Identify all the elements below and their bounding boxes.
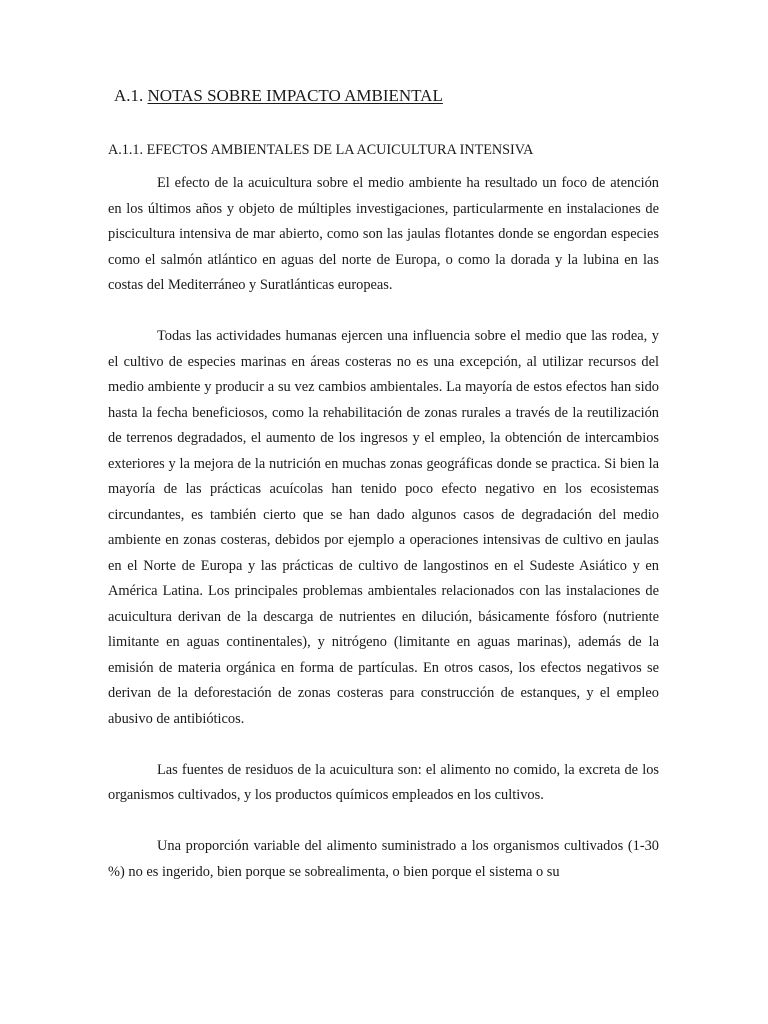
subsection-heading: A.1.1. EFECTOS AMBIENTALES DE LA ACUICULTURA INTENSIVA (108, 142, 534, 158)
paragraph-2: Todas las actividades humanas ejercen una influencia sobre el medio que las rodea, y el cultivo de especies marinas en áreas costeras no es una excepción, al utilizar recursos del medio ambiente y producir a su vez cambios ambientales. La mayoría de estos efectos han sido hasta la fecha beneficiosos, como la rehabilitación de zonas rurales a través de la reutilización de terrenos degradados, el aumento de los ingresos y el empleo, la obtención de intercambios exteriores y la mejora de la nutrición en muchas zonas geográficas donde se practica. Si bien la mayoría de las prácticas acuícolas han tenido poco efecto negativo en los ecosistemas circundantes, es también cierto que se han dado algunos casos de degradación del medio ambiente en zonas costeras, debidos por ejemplo a operaciones intensivas de cultivo en jaulas en el Norte de Europa y las prácticas de cultivo de langostinos en el Sudeste Asiático y en América Latina. Los principales problemas ambientales relacionados con las instalaciones de acuicultura derivan de la descarga de nutrientes en dilución, básicamente fósforo (nutriente limitante en aguas continentales), y nitrógeno (limitante en aguas marinas), además de la emisión de materia orgánica en forma de partículas. En otros casos, los efectos negativos se derivan de la deforestación de zonas costeras para construcción de estanques, y el empleo abusivo de antibióticos. (108, 328, 659, 727)
section-heading (114, 86, 443, 106)
body-text (108, 171, 659, 885)
section-number: A.1. (114, 86, 144, 105)
section-title: NOTAS SOBRE IMPACTO AMBIENTAL (147, 86, 443, 105)
paragraph-3: Las fuentes de residuos de la acuicultura son: el alimento no comido, la excreta de los organismos cultivados, y los productos químicos empleados en los cultivos. (108, 761, 659, 803)
paragraph-1: El efecto de la acuicultura sobre el medio ambiente ha resultado un foco de atención en los últimos años y objeto de múltiples investigaciones, particularmente en instalaciones de piscicultura intensiva de mar abierto, como son las jaulas flotantes donde se engordan especies como el salmón atlántico en aguas del norte de Europa, o como la dorada y la lubina en las costas del Mediterráneo y Suratlánticas europeas. (108, 175, 659, 293)
paragraph-4: Una proporción variable del alimento suministrado a los organismos cultivados (1-30 %) no es ingerido, bien porque se sobrealimenta, o bien porque el sistema o su (108, 838, 659, 880)
